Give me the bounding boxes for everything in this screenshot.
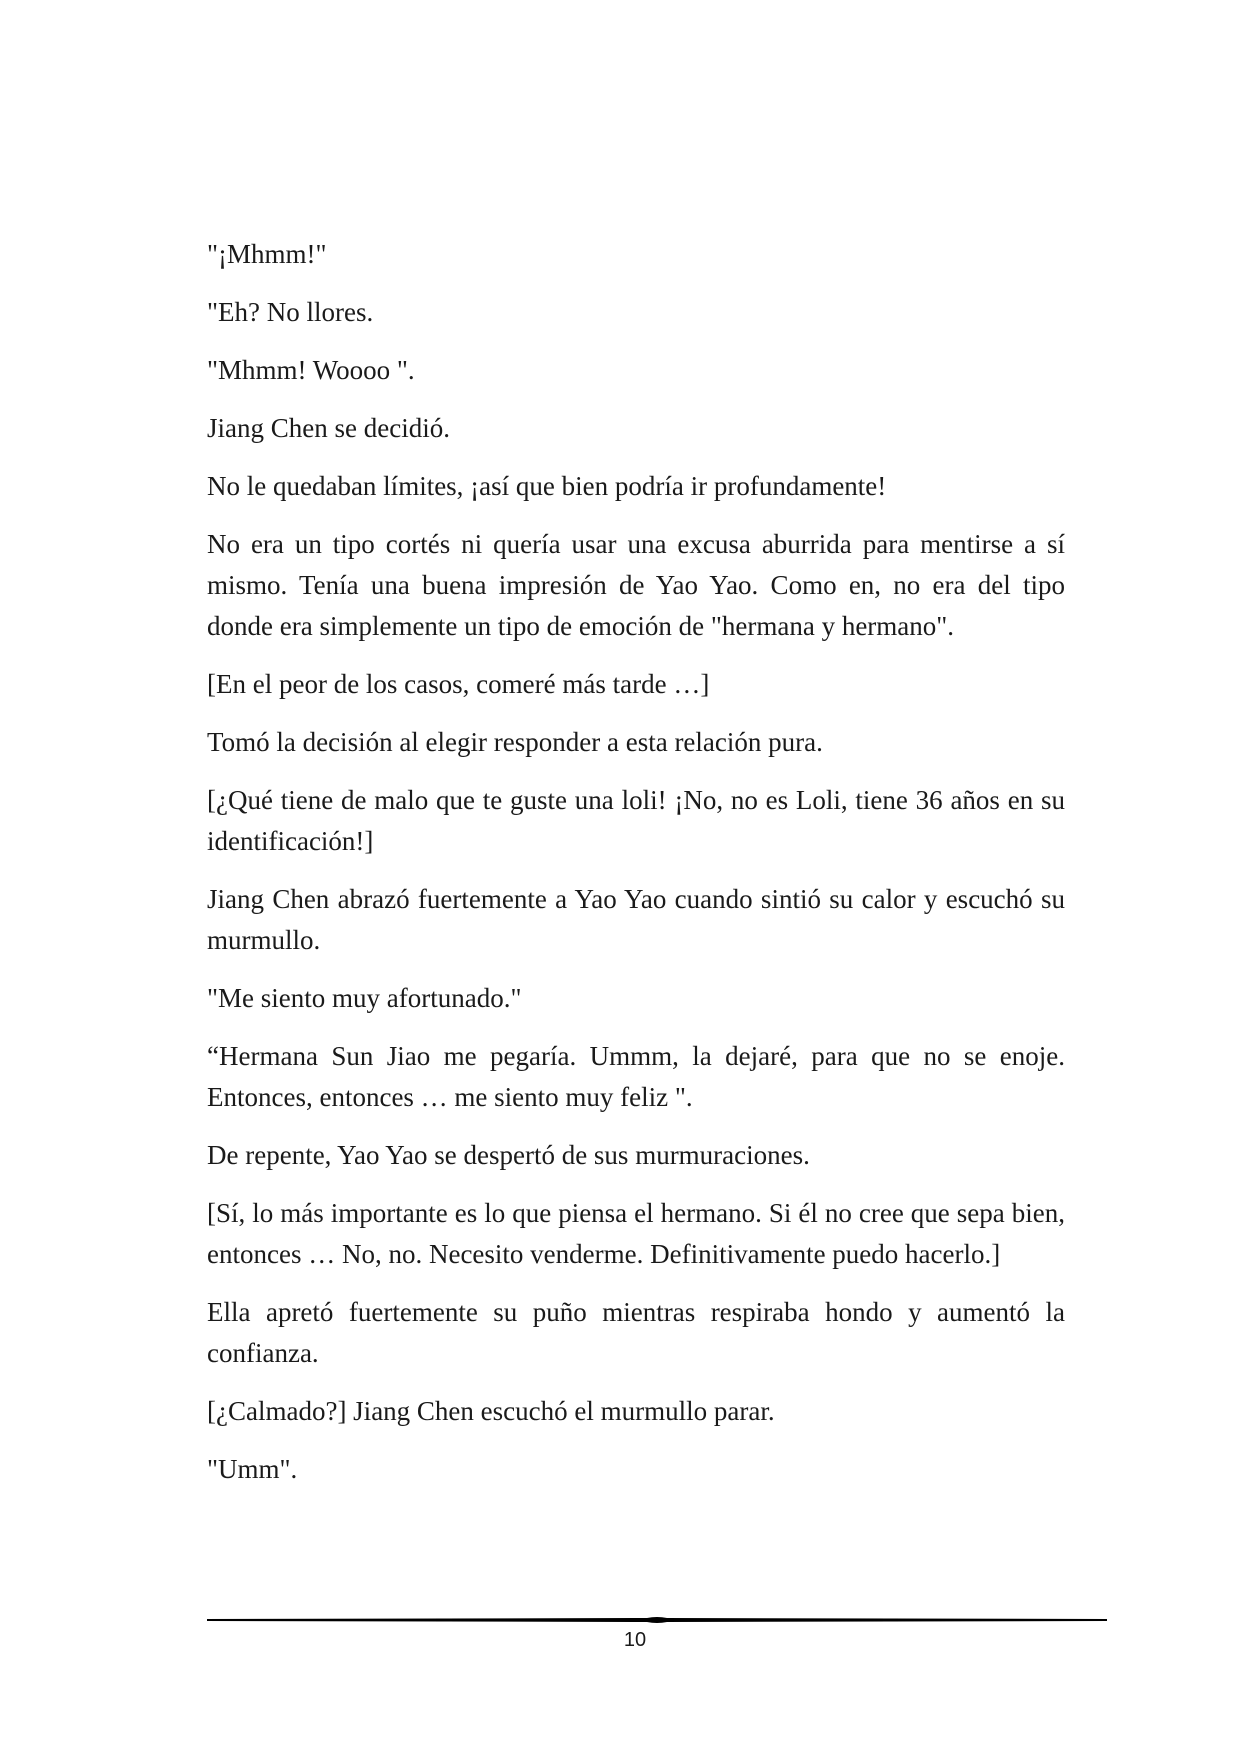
paragraph-16: [¿Calmado?] Jiang Chen escuchó el murmullo parar. (207, 1396, 775, 1426)
paragraph-10: Jiang Chen abrazó fuertemente a Yao Yao cuando sintió su calor y escuchó su murmullo. (207, 884, 1065, 955)
paragraph-8: Tomó la decisión al elegir responder a esta relación pura. (207, 727, 823, 757)
paragraph-9: [¿Qué tiene de malo que te guste una loli! ¡No, no es Loli, tiene 36 años en su identificación!] (207, 785, 1065, 856)
paragraph-13: De repente, Yao Yao se despertó de sus murmuraciones. (207, 1140, 810, 1170)
paragraph-11: "Me siento muy afortunado." (207, 983, 522, 1013)
paragraph-3: "Mhmm! Woooo ". (207, 355, 415, 385)
page-number: 10 (623, 1629, 647, 1651)
paragraph-6: No era un tipo cortés ni quería usar una excusa aburrida para mentirse a sí mismo. Tenía una buena impresión de Yao Yao. Como en, no era del tipo donde era simplemente un tipo de emoción de "hermana y hermano". (207, 529, 1065, 641)
paragraph-2: "Eh? No llores. (207, 297, 374, 327)
footer-divider (207, 1612, 1107, 1628)
paragraph-14: [Sí, lo más importante es lo que piensa el hermano. Si él no cree que sepa bien, entonces … No, no. Necesito venderme. Definitivamente puedo hacerlo.] (207, 1198, 1065, 1269)
paragraph-12: “Hermana Sun Jiao me pegaría. Ummm, la dejaré, para que no se enoje. Entonces, entonces … me siento muy feliz ". (207, 1041, 1065, 1112)
paragraph-17: "Umm". (207, 1454, 298, 1484)
paragraph-7: [En el peor de los casos, comeré más tarde …] (207, 669, 710, 699)
paragraph-4: Jiang Chen se decidió. (207, 413, 450, 443)
body-text (207, 234, 1065, 1507)
paragraph-1: "¡Mhmm!" (207, 239, 327, 269)
paragraph-5: No le quedaban límites, ¡así que bien podría ir profundamente! (207, 471, 887, 501)
paragraph-15: Ella apretó fuertemente su puño mientras respiraba hondo y aumentó la confianza. (207, 1297, 1065, 1368)
